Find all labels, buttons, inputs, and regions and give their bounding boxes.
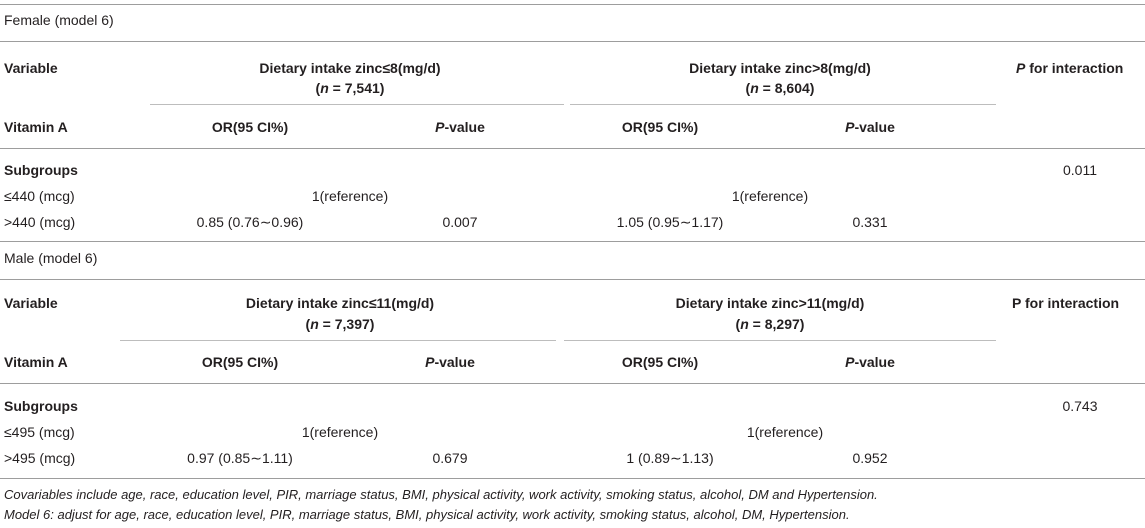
female-group2-n-value: = 8,604) bbox=[758, 80, 815, 96]
male-row1-label: ≤495 (mcg) bbox=[4, 424, 75, 440]
male-pvalue-header-1 bbox=[360, 354, 540, 370]
male-row2-label: >495 (mcg) bbox=[4, 450, 76, 466]
female-or-header-1: OR(95 CI%) bbox=[211, 119, 289, 135]
male-row1-ref2: 1(reference) bbox=[746, 424, 824, 440]
male-pvalue-p-1: P bbox=[425, 354, 435, 370]
female-group2-n: (n = 8,604) bbox=[745, 80, 815, 96]
female-group1-title: Dietary intake zinc≤8(mg/d) bbox=[259, 60, 441, 76]
male-group1-title: Dietary intake zinc≤11(mg/d) bbox=[245, 295, 435, 311]
male-group1-n: (n = 7,397) bbox=[305, 316, 375, 332]
male-variable-header: Variable bbox=[4, 295, 58, 311]
female-row2-p2: 0.331 bbox=[852, 214, 888, 230]
female-group1-n: (n = 7,541) bbox=[315, 80, 385, 96]
female-pvalue-header-1 bbox=[370, 119, 550, 135]
female-row1-ref1: 1(reference) bbox=[311, 188, 389, 204]
male-pvalue-header-2 bbox=[780, 354, 960, 370]
female-body-rule bbox=[0, 148, 1145, 149]
male-p-interaction-value: 0.743 bbox=[1062, 398, 1098, 414]
male-section-label: Male (model 6) bbox=[4, 250, 98, 266]
male-p-interaction-header: P for interaction bbox=[1012, 295, 1120, 311]
male-group2-n-value: = 8,297) bbox=[748, 316, 805, 332]
female-row2-or1: 0.85 (0.76∼0.96) bbox=[196, 214, 304, 230]
female-section-label: Female (model 6) bbox=[4, 12, 114, 28]
footnote-model6: Model 6: adjust for age, race, education level, PIR, marriage status, BMI, physical activity, work activity, smoking status, alcohol, DM, Hypertension. bbox=[4, 507, 850, 522]
female-pvalue-p-2: P bbox=[845, 119, 855, 135]
male-row2-p2: 0.952 bbox=[852, 450, 888, 466]
female-pvalue-rest-2: -value bbox=[854, 119, 895, 135]
female-row1-label: ≤440 (mcg) bbox=[4, 188, 75, 204]
female-row-label: Vitamin A bbox=[4, 119, 68, 135]
female-p-interaction-p: P bbox=[1016, 60, 1026, 76]
male-pvalue-p-2: P bbox=[845, 354, 855, 370]
male-group2-rule bbox=[564, 340, 996, 341]
female-header-rule bbox=[0, 41, 1145, 42]
male-group1-n-value: = 7,397) bbox=[318, 316, 375, 332]
male-row1-ref1: 1(reference) bbox=[301, 424, 379, 440]
male-group2-title: Dietary intake zinc>11(mg/d) bbox=[675, 295, 865, 311]
male-or-header-1: OR(95 CI%) bbox=[201, 354, 279, 370]
footnote-covariables: Covariables include age, race, education level, PIR, marriage status, BMI, physical activity, work activity, smoking status, alcohol, DM and Hypertension. bbox=[4, 487, 878, 502]
table-top-rule bbox=[0, 4, 1145, 5]
female-group1-rule bbox=[150, 104, 564, 105]
female-group1-n-symbol: n bbox=[320, 80, 329, 96]
female-p-interaction-header bbox=[1016, 60, 1123, 76]
male-pvalue-rest-1: -value bbox=[434, 354, 475, 370]
female-pvalue-header-2 bbox=[780, 119, 960, 135]
female-group1-n-value: = 7,541) bbox=[328, 80, 385, 96]
female-p-interaction-rest: for interaction bbox=[1025, 60, 1124, 76]
male-row2-or1: 0.97 (0.85∼1.11) bbox=[187, 450, 293, 466]
female-group2-title: Dietary intake zinc>8(mg/d) bbox=[689, 60, 871, 76]
male-group1-n-symbol: n bbox=[310, 316, 319, 332]
male-row2-or2: 1 (0.89∼1.13) bbox=[626, 450, 714, 466]
male-or-header-2: OR(95 CI%) bbox=[621, 354, 699, 370]
male-group1-rule bbox=[120, 340, 556, 341]
female-row2-p1: 0.007 bbox=[442, 214, 478, 230]
female-group2-rule bbox=[570, 104, 996, 105]
female-p-interaction-value: 0.011 bbox=[1063, 162, 1097, 178]
female-group2-n-symbol: n bbox=[750, 80, 759, 96]
male-pvalue-rest-2: -value bbox=[854, 354, 895, 370]
male-body-rule bbox=[0, 383, 1145, 384]
male-subgroups-label: Subgroups bbox=[4, 398, 78, 414]
female-row1-ref2: 1(reference) bbox=[731, 188, 809, 204]
female-pvalue-rest-1: -value bbox=[444, 119, 485, 135]
female-pvalue-p-1: P bbox=[435, 119, 445, 135]
female-row2-label: >440 (mcg) bbox=[4, 214, 76, 230]
male-row2-p1: 0.679 bbox=[432, 450, 468, 466]
male-group2-n: (n = 8,297) bbox=[735, 316, 805, 332]
female-row2-or2: 1.05 (0.95∼1.17) bbox=[616, 214, 724, 230]
table-bottom-rule bbox=[0, 478, 1145, 479]
male-row-label: Vitamin A bbox=[4, 354, 68, 370]
male-group2-n-symbol: n bbox=[740, 316, 749, 332]
male-header-rule bbox=[0, 279, 1145, 280]
male-section-rule bbox=[0, 241, 1145, 242]
female-variable-header: Variable bbox=[4, 60, 58, 76]
female-subgroups-label: Subgroups bbox=[4, 162, 78, 178]
female-or-header-2: OR(95 CI%) bbox=[621, 119, 699, 135]
